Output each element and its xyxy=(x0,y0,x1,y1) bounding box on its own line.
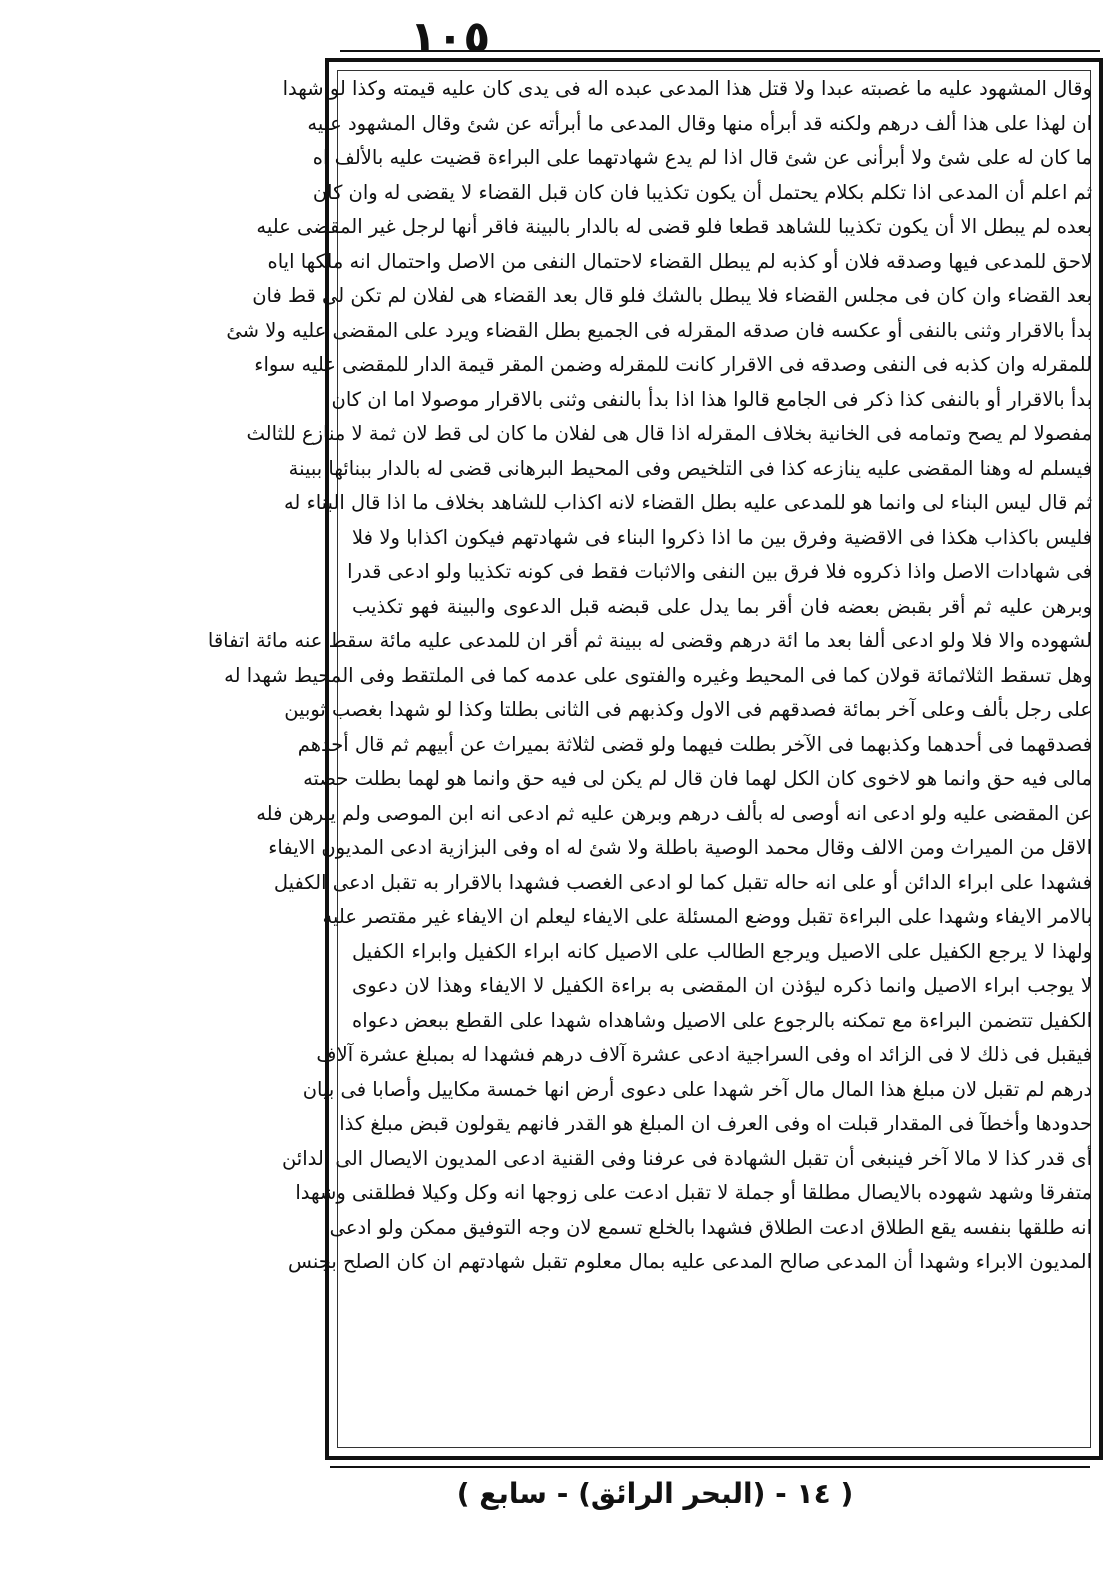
text-line: للمقرله وان كذبه فى النفى وصدقه فى الاقرار كانت للمقرله وضمن المقر قيمة الدار للمقضى عليه سواء xyxy=(254,353,1092,376)
text-line: فيقبل فى ذلك لا فى الزائد اه وفى السراجية ادعى عشرة آلاف درهم فشهدا له بمبلغ عشرة آلاف xyxy=(316,1043,1092,1066)
text-line: ان لهذا على هذا ألف درهم ولكنه قد أبرأه منها وقال المدعى ما أبرأته عن شئ وقال المشهود عليه xyxy=(307,111,1092,135)
text-line: انه طلقها بنفسه يقع الطلاق ادعت الطلاق فشهدا بالخلع تسمع لان وجه التوفيق ممكن ولو ادعى xyxy=(329,1215,1092,1239)
text-line: درهم لم تقبل لان مبلغ هذا المال مال آخر شهدا على دعوى أرض انها خمسة مكاييل وأصابا فى بيان xyxy=(302,1077,1092,1101)
page-number: ١٠٥ xyxy=(409,12,491,63)
text-line: فصدقهما فى أحدهما وكذبهما فى الآخر بطلت فيهما ولو قضى لثلاثة بميراث عن أبيهم ثم قال أحدهم xyxy=(297,732,1092,756)
text-line: فليس باكذاب هكذا فى الاقضية وفرق بين ما اذا ذكروا البناء فى شهادتهم فيكون اكذابا ولا فلا xyxy=(352,525,1092,549)
text-line: متفرقا وشهد شهوده بالايصال مطلقا أو جملة لا تقبل ادعت على زوجها انه وكل وكيلا فطلقنى وشهدا xyxy=(295,1181,1092,1204)
footer-rule xyxy=(330,1466,1090,1468)
text-line: لاحق للمدعى فيها وصدقه فلان أو كذبه لم يبطل القضاء لاحتمال النفى من الاصل واحتمال انه ملكها اياه xyxy=(267,249,1092,273)
text-line: فيسلم له وهنا المقضى عليه ينازعه كذا فى التلخيص وفى المحيط البرهانى قضى له بالدار ببنائها ببينة xyxy=(288,456,1092,480)
page-footer: ( ١٤ - (البحر الرائق) - سابع ) xyxy=(456,1477,854,1510)
text-line: فى شهادات الاصل واذا ذكروه فلا فرق بين النفى والاثبات فقط فى كونه تكذيبا ولو ادعى قدرا xyxy=(347,560,1092,583)
text-line: ثم اعلم أن المدعى اذا تكلم بكلام يحتمل أن يكون تكذيبا فان كان قبل القضاء لا يقضى له وان كان xyxy=(312,180,1092,204)
text-line: ما كان له على شئ ولا أبرأنى عن شئ قال اذا لم يدع شهادتهما على البراءة قضيت عليه بالألف اه xyxy=(312,146,1092,169)
frame-top-rule xyxy=(340,50,1100,52)
text-line: مفصولا لم يصح وتمامه فى الخانية بخلاف المقرله اذا قال هى لفلان ما كان لى قط لان ثمة لا منازع للثالث xyxy=(246,422,1092,445)
text-line: حدودها وأخطآ فى المقدار قبلت اه وفى العرف ان المبلغ هو القدر فانهم يقولون قبض مبلغ كذا xyxy=(339,1112,1092,1135)
text-line: ولهذا لا يرجع الكفيل على الاصيل ويرجع الطالب على الاصيل كانه ابراء الكفيل وابراء الكفيل xyxy=(352,939,1092,963)
text-line: فشهدا على ابراء الدائن أو على انه حاله تقبل كما لو ادعى الغصب فشهدا بالاقرار به تقبل ادعى الكفيل xyxy=(273,870,1092,894)
text-line xyxy=(352,1280,1092,1315)
text-line: بالامر الايفاء وشهدا على البراءة تقبل ووضع المسئلة على الايفاء ليعلم ان الايفاء غير مقتصر عليه xyxy=(322,905,1092,928)
text-line: الاقل من الميراث ومن الالف وقال محمد الوصية باطلة ولا شئ له اه وفى البزازية ادعى المديون الايفاء xyxy=(268,836,1092,859)
text-line: المديون الابراء وشهدا أن المدعى صالح المدعى عليه بمال معلوم تقبل شهادتهم ان كان الصلح بجنس xyxy=(288,1250,1092,1273)
text-line: أى قدر كذا لا مالا آخر فينبغى أن تقبل الشهادة فى عرفنا وفى القنية ادعى المديون الايصال الى الدائن xyxy=(281,1146,1092,1170)
text-line: بعده لم يبطل الا أن يكون تكذيبا للشاهد قطعا فلو قضى له بالدار بالبينة فاقر أنها لرجل غير المقضى عليه xyxy=(256,215,1092,238)
text-line: بدأ بالاقرار أو بالنفى كذا ذكر فى الجامع قالوا هذا اذا بدأ بالنفى وثنى بالاقرار موصولا اما ان كان xyxy=(331,387,1092,411)
text-line: مالى فيه حق وانما هو لاخوى كان الكل لهما فان قال لم يكن لى فيه حق وانما هو لهما بطلت حصته xyxy=(303,767,1092,790)
text-line: وهل تسقط الثلاثمائة قولان كما فى المحيط وغيره والفتوى على عدمه كما فى الملتقط وفى المحيط شهدا له xyxy=(224,663,1092,687)
text-line: لا يوجب ابراء الاصيل وانما ذكره ليؤذن ان المقضى به براءة الكفيل لا الايفاء وهذا لان دعوى xyxy=(352,974,1092,997)
text-line: بعد القضاء وان كان فى مجلس القضاء فلا يبطل بالشك فلو قال بعد القضاء هى لفلان لم تكن لى قط فان xyxy=(252,284,1092,307)
text-line: وقال المشهود عليه ما غصبته عبدا ولا قتل هذا المدعى عبده اله فى يدى كان عليه قيمته وكذا لو شهدا xyxy=(282,77,1092,100)
text-body xyxy=(207,72,1092,1452)
text-line: ثم قال ليس البناء لى وانما هو للمدعى عليه بطل القضاء لانه اكذاب للشاهد بخلاف ما اذا قال البناء له xyxy=(283,491,1092,514)
text-line: على رجل بألف وعلى آخر بمائة فصدقهم فى الاول وكذبهم فى الثانى بطلتا وكذا لو شهدا بغصب ثوبين xyxy=(284,698,1092,721)
text-line: وبرهن عليه ثم أقر بقبض بعضه فان أقر بما يدل على قبضه قبل الدعوى والبينة فهو تكذيب xyxy=(352,594,1092,618)
text-line: بدأ بالاقرار وثنى بالنفى أو عكسه فان صدقه المقرله فى الجميع بطل القضاء ويرد على المقضى عليه ولا شئ xyxy=(226,318,1092,342)
text-line: لشهوده والا فلا ولو ادعى ألفا بعد ما ائة درهم وقضى له ببينة ثم أقر ان للمدعى عليه مائة سقط عنه مائة اتفاقا xyxy=(207,629,1092,652)
text-line: عن المقضى عليه ولو ادعى انه أوصى له بألف درهم وبرهن عليه ثم ادعى انه ابن الموصى ولم يبرهن فله xyxy=(256,801,1092,825)
text-line: الكفيل تتضمن البراءة مع تمكنه بالرجوع على الاصيل وشاهداه شهدا على القطع ببعض دعواه xyxy=(352,1008,1092,1032)
